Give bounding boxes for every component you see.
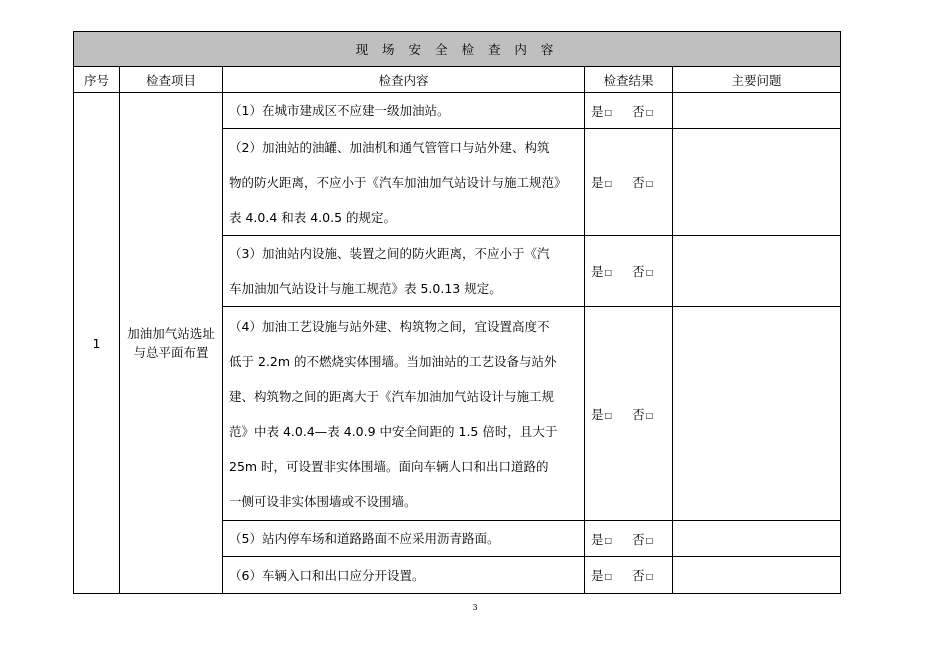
checkbox-icon[interactable]: □ [645,107,654,117]
header-row [74,67,841,93]
yes-option[interactable] [591,175,612,190]
yes-option[interactable] [591,104,612,119]
yes-label: 是 [591,264,604,279]
checkbox-icon[interactable]: □ [645,268,654,277]
check-result [585,129,673,236]
checkbox-icon[interactable]: □ [604,268,613,277]
table-title: 现 场 安 全 检 查 内 容 [74,32,841,67]
problem-cell[interactable] [673,557,841,594]
check-content-line: 低于 2.2m 的不燃烧实体围墙。当加油站的工艺设备与站外 [229,353,557,369]
check-content [223,307,585,521]
page-number: 3 [472,603,478,612]
yes-option[interactable] [591,407,612,422]
yes-label: 是 [591,406,604,422]
check-content-line: （3）加油站内设施、装置之间的防火距离，不应小于《汽 [229,246,550,261]
check-content-line: 表 4.0.4 和表 4.0.5 的规定。 [229,209,397,225]
header-problem: 主要问题 [673,67,841,93]
no-option[interactable] [632,104,653,119]
yes-option[interactable] [591,532,612,547]
problem-cell[interactable] [673,236,841,307]
checkbox-icon[interactable]: □ [604,107,613,117]
checkbox-icon[interactable]: □ [604,535,613,545]
section-item-line: 与总平面布置 [133,345,209,360]
check-result [585,307,673,521]
checkbox-icon[interactable]: □ [604,572,613,581]
no-label: 否 [632,264,645,279]
section-item [120,93,223,594]
no-option[interactable] [632,175,653,190]
check-content [223,93,585,129]
check-result [585,236,673,307]
check-content-line: 车加油加气站设计与施工规范》表 5.0.13 规定。 [229,281,502,296]
check-content [223,129,585,236]
no-label: 否 [632,103,645,119]
table-body [74,93,841,594]
section-seq: 1 [74,93,120,594]
check-result [585,521,673,557]
check-content-line: （5）站内停车场和道路路面不应采用沥青路面。 [229,531,500,546]
check-content-line: （6）车辆入口和出口应分开设置。 [229,567,425,583]
inspection-sheet [73,31,840,592]
yes-label: 是 [591,531,604,547]
no-option[interactable] [632,264,653,279]
check-content [223,236,585,307]
checkbox-icon[interactable]: □ [645,179,654,188]
table-row [74,93,841,129]
checkbox-icon[interactable]: □ [604,410,613,420]
check-content-line: 25m 时，可设置非实体围墙。面向车辆人口和出口道路的 [229,458,549,474]
no-option[interactable] [632,407,653,422]
checkbox-icon[interactable]: □ [645,572,654,581]
header-result: 检查结果 [585,67,673,93]
yes-option[interactable] [591,568,612,583]
check-content-line: （1）在城市建成区不应建一级加油站。 [229,103,450,118]
no-option[interactable] [632,532,653,547]
inspection-table [73,31,841,594]
yes-label: 是 [591,175,604,190]
check-content-line: （4）加油工艺设施与站外建、构筑物之间，宜设置高度不 [229,318,550,334]
no-label: 否 [632,568,645,583]
yes-option[interactable] [591,264,612,279]
yes-label: 是 [591,103,604,119]
check-result [585,93,673,129]
check-content-line: （2）加油站的油罐、加油机和通气管管口与站外建、构筑 [229,139,550,155]
check-content-line: 一侧可设非实体围墙或不设围墙。 [229,493,417,509]
no-label: 否 [632,175,645,190]
header-seq: 序号 [74,67,120,93]
checkbox-icon[interactable]: □ [604,179,613,188]
check-result [585,557,673,594]
checkbox-icon[interactable]: □ [645,535,654,545]
check-content [223,521,585,557]
check-content-line: 物的防火距离，不应小于《汽车加油加气站设计与施工规范》 [229,174,567,190]
check-content [223,557,585,594]
check-content-line: 建、构筑物之间的距离大于《汽车加油加气站设计与施工规 [229,388,555,404]
no-label: 否 [632,531,645,547]
problem-cell[interactable] [673,521,841,557]
section-item-line: 加油加气站选址 [127,326,215,341]
yes-label: 是 [591,568,604,583]
no-option[interactable] [632,568,653,583]
header-content: 检查内容 [223,67,585,93]
checkbox-icon[interactable]: □ [645,410,654,420]
problem-cell[interactable] [673,129,841,236]
title-row [74,32,841,67]
problem-cell[interactable] [673,93,841,129]
problem-cell[interactable] [673,307,841,521]
check-content-line: 范》中表 4.0.4—表 4.0.9 中安全间距的 1.5 倍时，且大于 [229,423,558,439]
no-label: 否 [632,406,645,422]
header-item: 检查项目 [120,67,223,93]
